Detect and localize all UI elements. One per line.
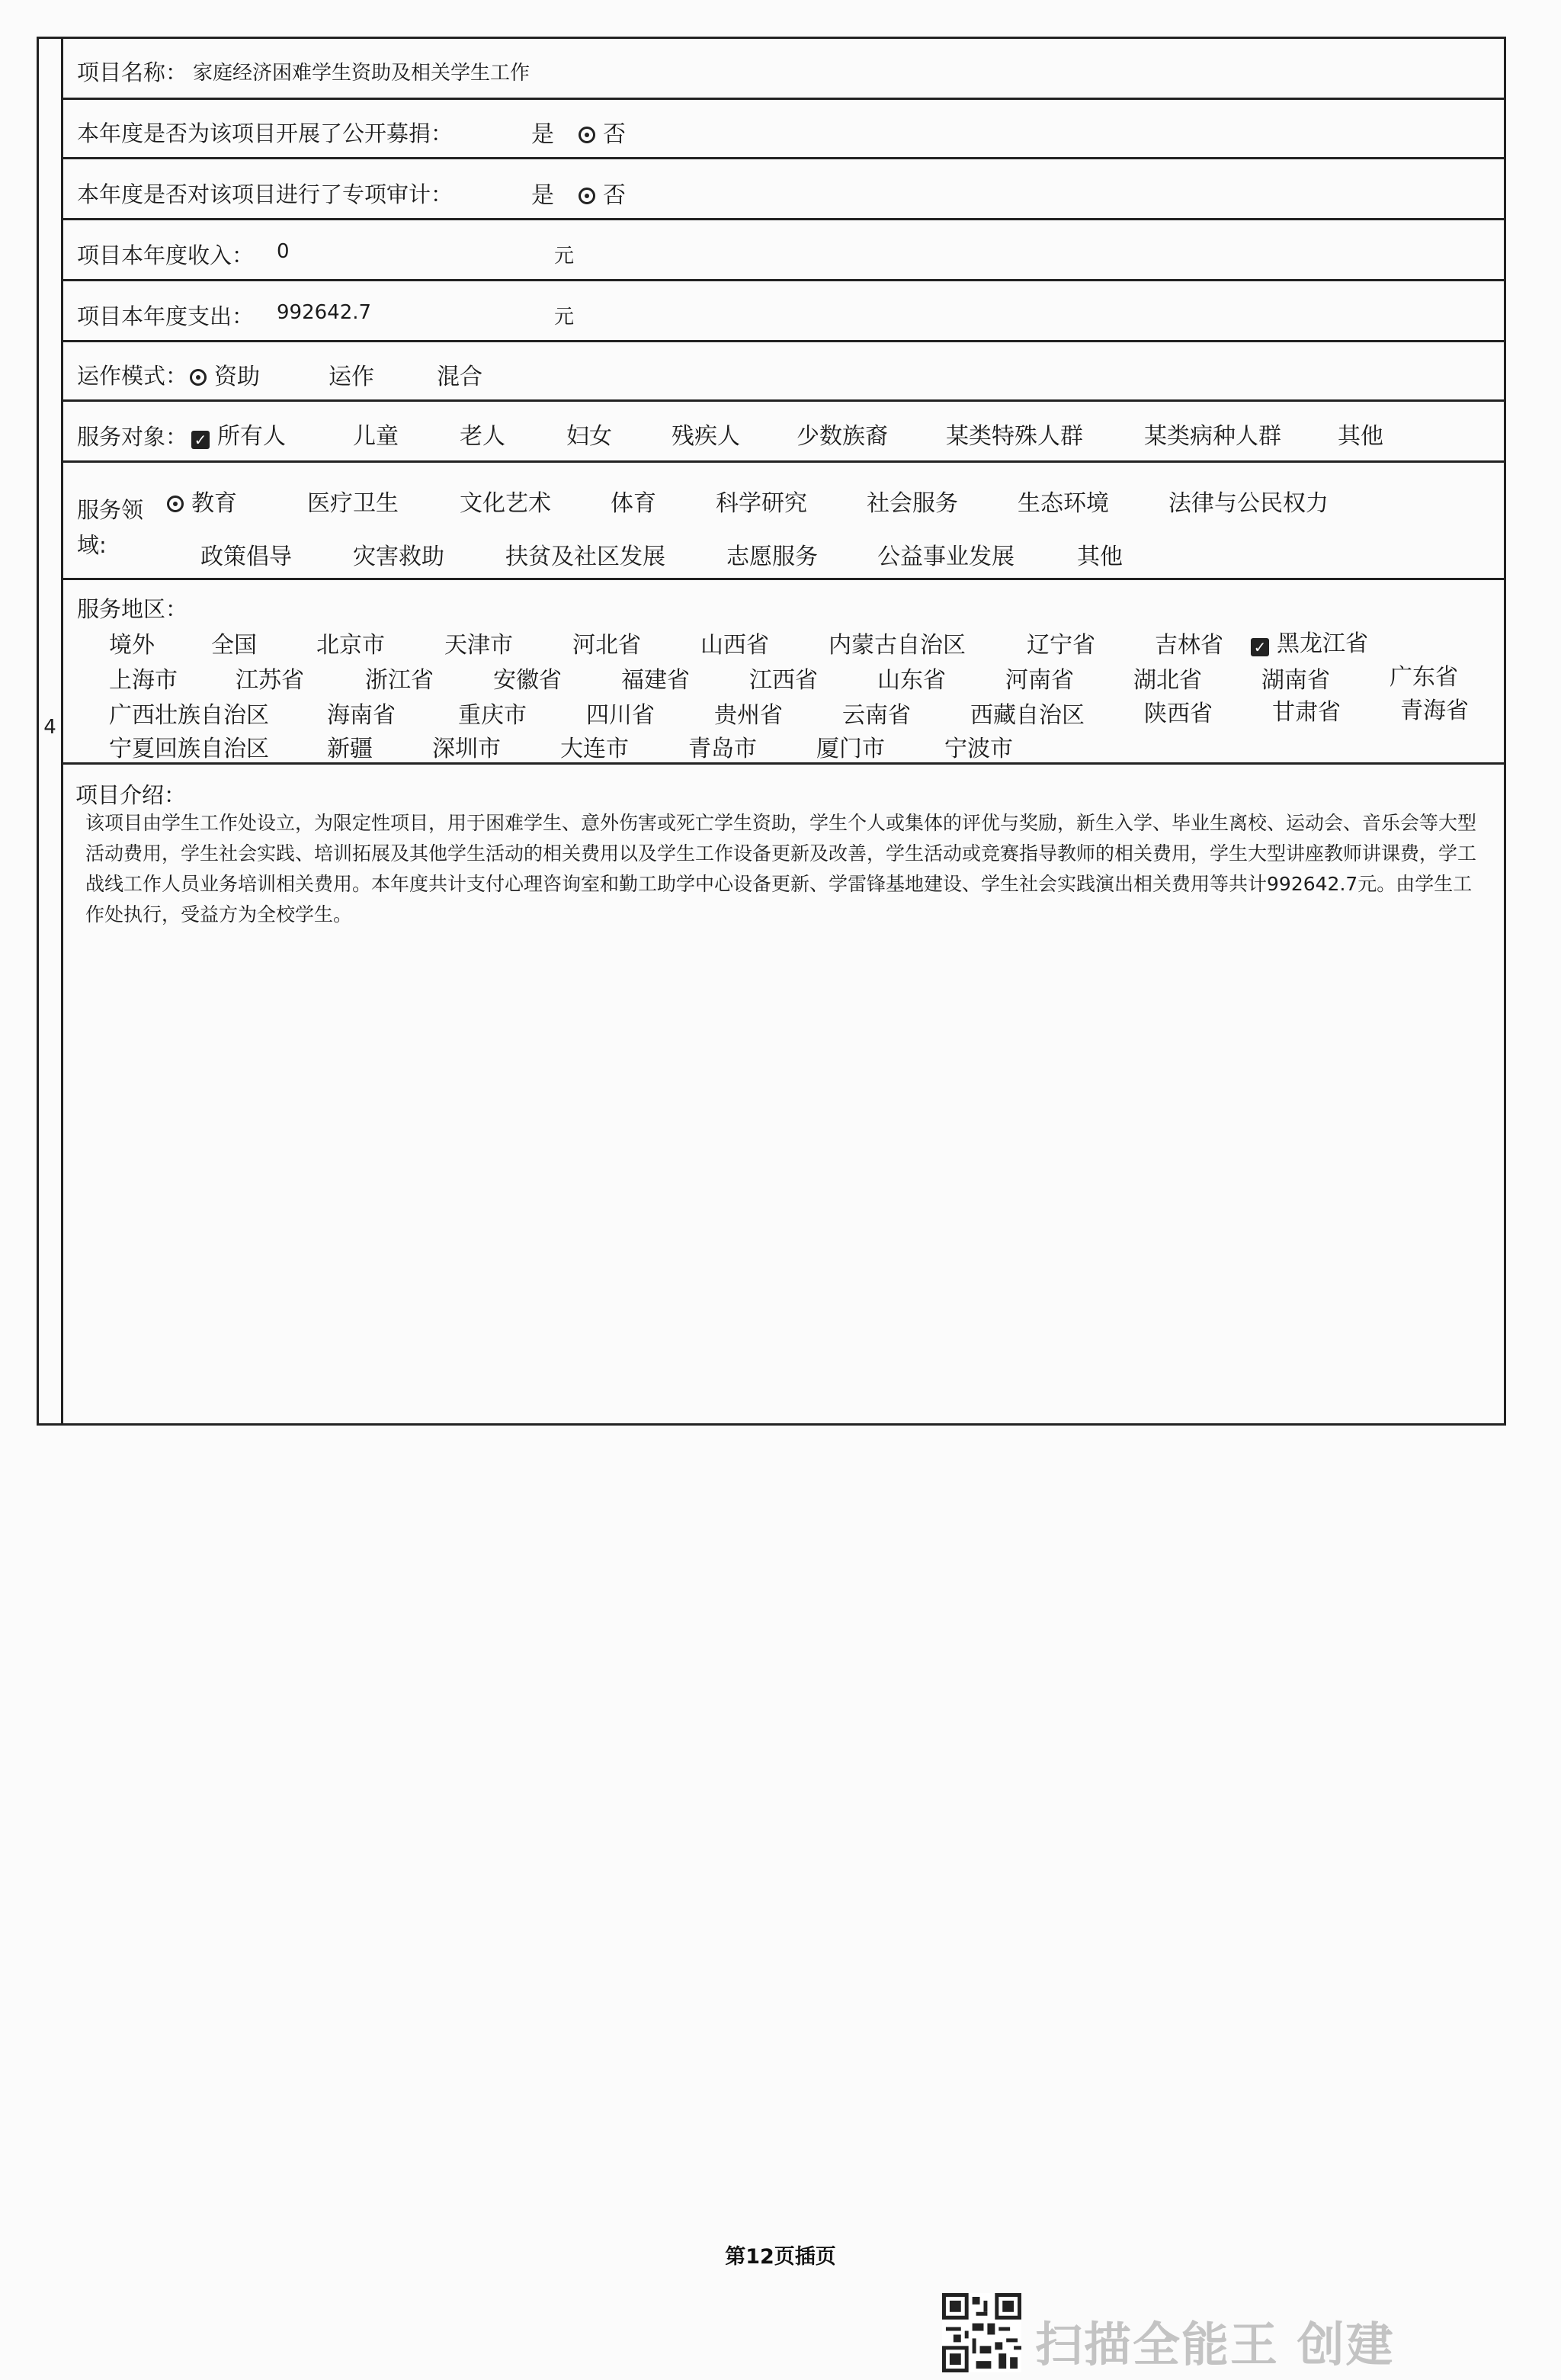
project-intro-text: 该项目由学生工作处设立，为限定性项目，用于困难学生、意外伤害或死亡学生资助，学生个人或集体的评优与奖励，新生入学、毕业生离校、运动会、音乐会等大型活动费用，学生社会实践、培训拓展及其他学生活动的相关费用以及学生工作设备更新及改善，学生活动或竞赛指导教师的相关费用，学生大型讲座教师讲课费，学工战线工作人员业务培训相关费用。本年度共计支付心理咨询室和勤工助学中心设备更新、学雷锋基地建设、学生社会实践演出相关费用等共计992642.7元。由学生工作处执行，受益方为全校学生。 [85, 812, 1477, 925]
region-sichuan[interactable]: 四川省 [586, 702, 655, 729]
qr-code-icon [942, 2293, 1021, 2372]
operation-mode-row [63, 342, 1504, 402]
special-audit-label: 本年度是否对该项目进行了专项审计： [77, 181, 454, 207]
service-field-education[interactable] [167, 484, 237, 518]
income-label: 项目本年度收入： [77, 242, 255, 268]
region-guizhou[interactable]: 贵州省 [714, 702, 783, 729]
service-field-science[interactable]: 科学研究 [716, 490, 807, 517]
public-fundraising-no-label: 否 [603, 121, 626, 148]
option-label: 教育 [191, 490, 237, 517]
region-nationwide[interactable]: 全国 [211, 632, 257, 659]
region-overseas[interactable]: 境外 [109, 632, 155, 659]
region-hainan[interactable]: 海南省 [327, 702, 396, 729]
service-target-disease-group[interactable]: 某类病种人群 [1144, 423, 1281, 450]
income-unit: 元 [554, 245, 575, 268]
option-label: 所有人 [217, 423, 286, 450]
option-label: 黑龙江省 [1277, 630, 1368, 657]
region-heilongjiang[interactable] [1251, 624, 1368, 658]
income-row [63, 220, 1504, 281]
service-field-medical[interactable]: 医疗卫生 [307, 490, 399, 517]
region-hubei[interactable]: 湖北省 [1133, 667, 1202, 694]
region-ningxia[interactable]: 宁夏回族自治区 [109, 736, 269, 762]
row-number: 4 [43, 716, 56, 739]
region-liaoning[interactable]: 辽宁省 [1027, 632, 1095, 659]
option-label: 资助 [214, 364, 260, 390]
service-field-disaster[interactable]: 灾害救助 [353, 544, 444, 570]
region-shaanxi[interactable]: 陕西省 [1144, 701, 1213, 727]
region-qingdao[interactable]: 青岛市 [688, 736, 757, 762]
project-form-table [37, 37, 1506, 1426]
service-field-sports[interactable]: 体育 [611, 490, 656, 517]
service-target-other[interactable]: 其他 [1338, 423, 1383, 450]
service-field-other[interactable]: 其他 [1077, 544, 1123, 570]
region-xiamen[interactable]: 厦门市 [816, 736, 885, 762]
service-targets-label: 服务对象： [77, 424, 188, 450]
operation-mode-option-operate[interactable]: 运作 [329, 364, 374, 390]
project-name-label: 项目名称： [77, 59, 188, 85]
service-target-children[interactable]: 儿童 [353, 423, 399, 450]
selected-radio-icon [190, 369, 207, 386]
special-audit-yes[interactable]: 是 [531, 182, 554, 209]
expense-value: 992642.7 [277, 301, 372, 324]
income-value: 0 [277, 240, 290, 263]
project-name-row [63, 39, 1504, 100]
operation-mode-option-grant[interactable] [190, 358, 260, 391]
region-gansu[interactable]: 甘肃省 [1272, 699, 1341, 726]
region-beijing[interactable]: 北京市 [316, 632, 385, 659]
public-fundraising-label: 本年度是否为该项目开展了公开募捐： [77, 120, 454, 146]
region-zhejiang[interactable]: 浙江省 [365, 667, 434, 694]
region-tianjin[interactable]: 天津市 [444, 632, 513, 659]
special-audit-no-option[interactable] [579, 176, 626, 210]
region-shanghai[interactable]: 上海市 [109, 667, 178, 694]
service-fields-label-line2: 域: [77, 532, 107, 558]
selected-radio-icon [167, 496, 184, 512]
region-guangdong[interactable]: 广东省 [1390, 664, 1458, 691]
operation-mode-label: 运作模式： [77, 363, 188, 389]
service-fields-row [63, 463, 1504, 580]
service-target-women[interactable]: 妇女 [566, 423, 612, 450]
region-henan[interactable]: 河南省 [1005, 667, 1074, 694]
service-field-law[interactable]: 法律与公民权力 [1168, 490, 1329, 517]
checked-box-icon: ✓ [1251, 638, 1269, 656]
region-tibet[interactable]: 西藏自治区 [970, 702, 1085, 729]
region-fujian[interactable]: 福建省 [621, 667, 690, 694]
service-field-culture[interactable]: 文化艺术 [460, 490, 551, 517]
region-xinjiang[interactable]: 新疆 [327, 736, 373, 762]
expense-row [63, 281, 1504, 342]
region-shanxi[interactable]: 山西省 [700, 632, 769, 659]
page-footer: 第12页插页 [725, 2245, 836, 2269]
region-ningbo[interactable]: 宁波市 [944, 736, 1013, 762]
scanner-watermark [942, 2293, 1552, 2372]
service-regions-row [63, 580, 1504, 765]
service-field-poverty[interactable]: 扶贫及社区发展 [505, 544, 665, 570]
selected-radio-icon [579, 127, 595, 143]
service-field-policy[interactable]: 政策倡导 [200, 544, 292, 570]
region-hebei[interactable]: 河北省 [572, 632, 641, 659]
region-shenzhen[interactable]: 深圳市 [432, 736, 501, 762]
region-hunan[interactable]: 湖南省 [1261, 667, 1330, 694]
public-fundraising-yes[interactable]: 是 [531, 121, 554, 148]
project-intro-label: 项目介绍： [75, 782, 187, 808]
expense-unit: 元 [554, 306, 575, 329]
watermark-text: 扫描全能王 创建 [1035, 2317, 1395, 2372]
service-field-volunteer[interactable]: 志愿服务 [726, 544, 818, 570]
region-anhui[interactable]: 安徽省 [493, 667, 562, 694]
service-field-ecology[interactable]: 生态环境 [1018, 490, 1109, 517]
service-targets-row [63, 402, 1504, 463]
row-number-column [39, 39, 63, 1423]
region-jiangsu[interactable]: 江苏省 [236, 667, 304, 694]
region-jilin[interactable]: 吉林省 [1155, 632, 1223, 659]
region-dalian[interactable]: 大连市 [560, 736, 629, 762]
service-target-elderly[interactable]: 老人 [460, 423, 505, 450]
region-inner-mongolia[interactable]: 内蒙古自治区 [829, 632, 966, 659]
checked-box-icon: ✓ [191, 431, 210, 449]
region-shandong[interactable]: 山东省 [877, 667, 946, 694]
special-audit-no-label: 否 [603, 182, 626, 209]
service-target-disabled[interactable]: 残疾人 [672, 423, 740, 450]
public-fundraising-no-option[interactable] [579, 115, 626, 149]
service-field-social-service[interactable]: 社会服务 [867, 490, 958, 517]
selected-radio-icon [579, 188, 595, 204]
public-fundraising-row [63, 100, 1504, 159]
service-target-all[interactable] [191, 417, 286, 451]
operation-mode-option-mixed[interactable]: 混合 [437, 364, 482, 390]
region-guangxi[interactable]: 广西壮族自治区 [109, 702, 269, 729]
expense-label: 项目本年度支出： [77, 303, 255, 329]
special-audit-row [63, 159, 1504, 220]
service-regions-label: 服务地区： [77, 596, 188, 622]
service-target-minority[interactable]: 少数族裔 [797, 423, 888, 450]
project-name-value: 家庭经济困难学生资助及相关学生工作 [193, 62, 530, 85]
region-qinghai[interactable]: 青海省 [1400, 698, 1469, 724]
region-yunnan[interactable]: 云南省 [842, 702, 911, 729]
service-fields-label-line1: 服务领 [77, 497, 144, 523]
service-target-special-group[interactable]: 某类特殊人群 [946, 423, 1083, 450]
region-jiangxi[interactable]: 江西省 [749, 667, 818, 694]
service-field-public-welfare[interactable]: 公益事业发展 [877, 544, 1014, 570]
region-chongqing[interactable]: 重庆市 [458, 702, 527, 729]
